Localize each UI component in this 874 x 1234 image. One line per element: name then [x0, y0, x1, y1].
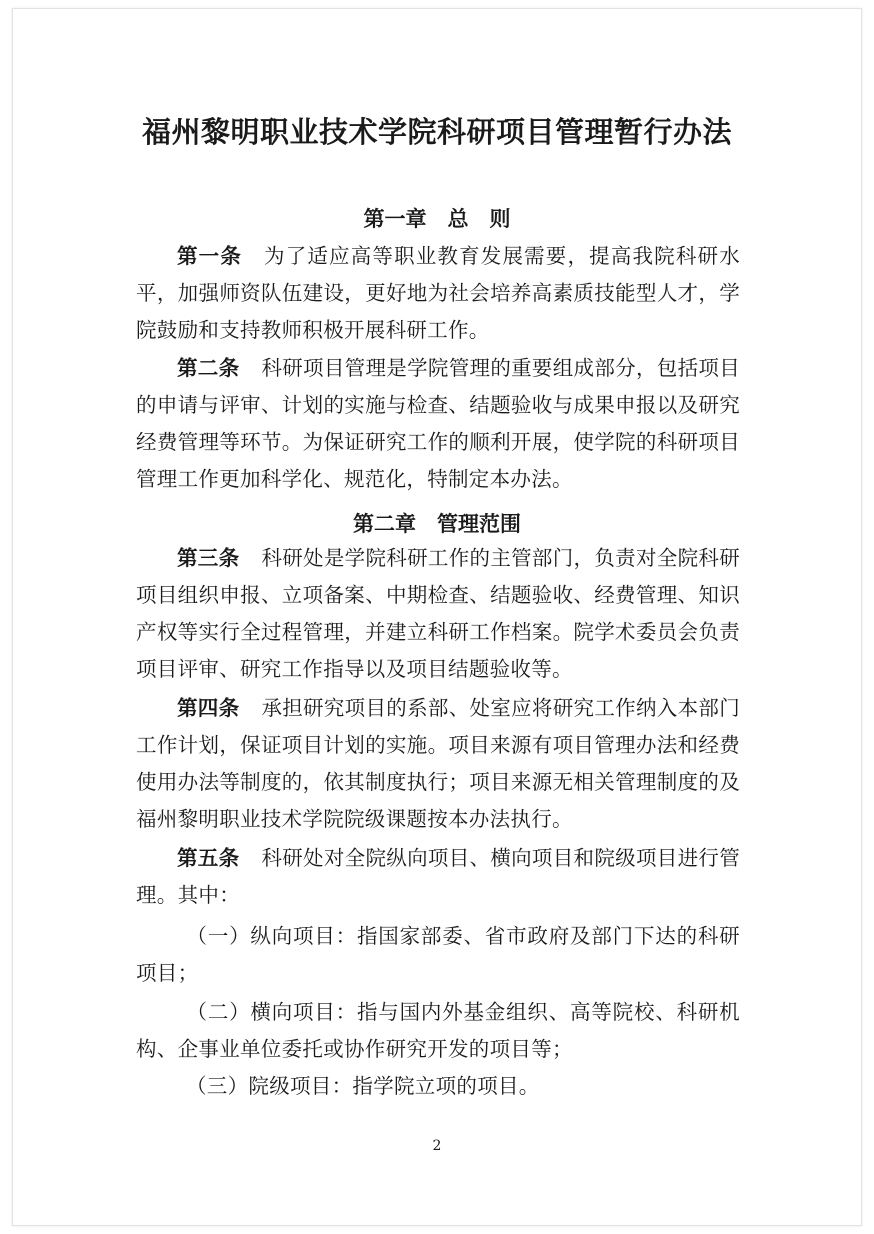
article-label: 第四条: [177, 696, 240, 720]
list-item-2: [136, 994, 740, 1068]
article-text: 为了适应高等职业教育发展需要，提高我院科研水平，加强师资队伍建设，更好地为社会培养高素质技能型人才，学院鼓励和支持教师积极开展科研工作。: [136, 244, 740, 342]
page-number: 2: [432, 1138, 442, 1154]
list-item-text: （二）横向项目：指与国内外基金组织、高等院校、科研机构、企事业单位委托或协作研究开发的项目等；: [136, 1000, 740, 1061]
article-text: 承担研究项目的系部、处室应将研究工作纳入本部门工作计划，保证项目计划的实施。项目来源有项目管理办法和经费使用办法等制度的，依其制度执行；项目来源无相关管理制度的及福州黎明职业技术学院院级课题按本办法执行。: [136, 696, 741, 831]
chapter-heading-2: 第二章 管理范围: [353, 511, 521, 536]
article-text: 科研处对全院纵向项目、横向项目和院级项目进行管理。其中：: [136, 846, 741, 907]
article-label: 第二条: [177, 356, 240, 380]
article-4: [136, 690, 740, 838]
article-label: 第一条: [177, 244, 243, 268]
list-item-text: （三）院级项目：指学院立项的项目。: [186, 1074, 540, 1098]
article-1: [136, 238, 740, 349]
article-2: [136, 350, 740, 498]
list-item-text: （一）纵向项目：指国家部委、省市政府及部门下达的科研项目；: [136, 924, 740, 985]
article-3: [136, 540, 740, 688]
article-5: [136, 840, 740, 914]
article-text: 科研处是学院科研工作的主管部门，负责对全院科研项目组织申报、立项备案、中期检查、结题验收、经费管理、知识产权等实行全过程管理，并建立科研工作档案。院学术委员会负责项目评审、研究工作指导以及项目结题验收等。: [136, 546, 741, 681]
document-title: 福州黎明职业技术学院科研项目管理暂行办法: [141, 115, 732, 149]
article-label: 第三条: [177, 546, 240, 570]
list-item-1: [136, 918, 740, 992]
article-label: 第五条: [177, 846, 240, 870]
article-text: 科研项目管理是学院管理的重要组成部分，包括项目的申请与评审、计划的实施与检查、结题验收与成果申报以及研究经费管理等环节。为保证研究工作的顺利开展，使学院的科研项目管理工作更加科学化、规范化，特制定本办法。: [136, 356, 741, 491]
list-item-3: [136, 1068, 740, 1105]
chapter-heading-1: 第一章 总 则: [363, 206, 511, 231]
